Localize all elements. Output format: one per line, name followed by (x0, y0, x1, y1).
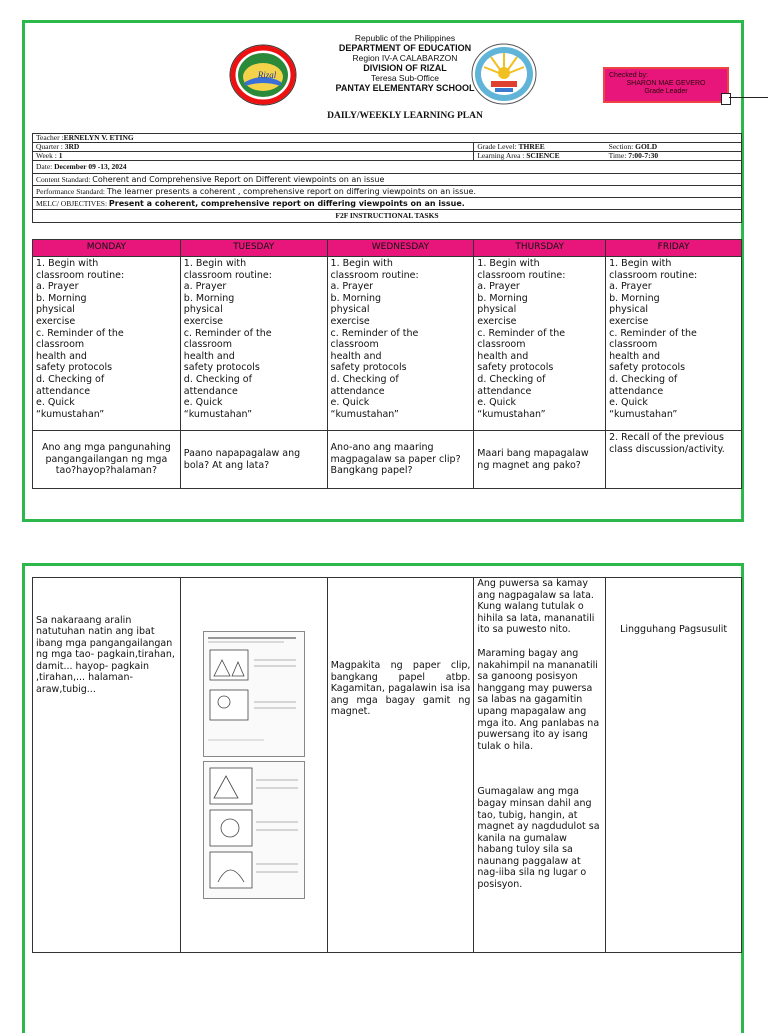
activity-wednesday: Magpakita ng paper clip, bangkang papel atbp. Kagamitan, pagalawin isa isa ang mga bagay gamit ng magnet. (327, 578, 474, 953)
republic-line: Republic of the Philippines (354, 33, 456, 43)
day-header-thursday: THURSDAY (474, 240, 606, 257)
question-friday: 2. Recall of the previous class discussion/activity. (606, 431, 742, 489)
routine-line: safety protocols (330, 362, 407, 374)
routine-line: a. Prayer (183, 281, 227, 293)
teacher-value: ERNELYN V. ETING (63, 133, 134, 142)
routine-line: exercise (609, 315, 649, 327)
question-tuesday: Paano napapagalaw ang bola? At ang lata? (180, 431, 327, 489)
routine-line: b. Morning (183, 292, 235, 304)
routine-cell-thursday (474, 257, 606, 431)
routine-line: a. Prayer (36, 281, 79, 293)
routine-line: 1. Begin with (183, 258, 247, 269)
routine-cell-monday (33, 257, 181, 431)
pointer-box (721, 93, 731, 105)
grade-cell: Grade Level: THREE (474, 143, 606, 152)
day-header-wednesday: WEDNESDAY (327, 240, 474, 257)
worksheet-image-icon (203, 631, 305, 757)
routine-line: 1. Begin with (477, 258, 540, 269)
routine-line: “kumustahan” (36, 408, 105, 420)
worksheet-tuesday (180, 578, 327, 953)
page-2 (22, 563, 744, 1033)
question-row (33, 431, 742, 489)
content-standard-row: Content Standard: Coherent and Comprehensive Report on Different viewpoints on an issue (33, 174, 742, 186)
routine-line: d. Checking of (609, 373, 678, 385)
routine-line: classroom routine: (477, 269, 566, 281)
day-header-friday: FRIDAY (606, 240, 742, 257)
routine-line: “kumustahan” (477, 408, 546, 420)
melc-row: MELC/ OBJECTIVES: Present a coherent, comprehensive report on differing viewpoints on an issue. (33, 198, 742, 210)
routine-line: d. Checking of (477, 373, 546, 385)
routine-line: attendance (477, 385, 532, 397)
tasks-heading: F2F INSTRUCTIONAL TASKS (33, 210, 742, 223)
routine-line: attendance (36, 385, 91, 397)
routine-line: safety protocols (609, 362, 686, 374)
routine-line: b. Morning (609, 292, 660, 304)
routine-line: classroom routine: (330, 269, 419, 281)
routine-line: classroom (477, 339, 526, 351)
routine-line: “kumustahan” (609, 408, 678, 420)
page-title: DAILY/WEEKLY LEARNING PLAN (327, 111, 483, 121)
routine-line: physical (330, 304, 370, 316)
routine-line: b. Morning (330, 292, 382, 304)
routine-line: physical (477, 304, 517, 316)
routine-line: health and (330, 350, 382, 362)
routine-line: attendance (330, 385, 385, 397)
worksheet-image-icon (203, 761, 305, 899)
routine-line: a. Prayer (477, 281, 520, 293)
routine-line: d. Checking of (330, 373, 399, 385)
routine-cell-friday (606, 257, 742, 431)
pointer-line (729, 97, 768, 98)
info-table (32, 133, 742, 223)
region-line: Region IV-A CALABARZON (352, 53, 458, 63)
routine-line: c. Reminder of the (330, 327, 419, 339)
routine-line: safety protocols (477, 362, 554, 374)
page-1 (22, 20, 744, 522)
question-thursday: Maari bang mapagalaw ng magnet ang pako? (474, 431, 606, 489)
discussion-thursday (474, 578, 606, 953)
date-row: Date: December 09 -13, 2024 (33, 161, 742, 174)
routine-line: classroom (330, 339, 379, 351)
routine-row (33, 257, 742, 431)
routine-line: 1. Begin with (609, 258, 672, 269)
routine-line: a. Prayer (609, 281, 652, 293)
day-header-monday: MONDAY (33, 240, 181, 257)
routine-line: e. Quick (330, 397, 370, 409)
routine-line: 1. Begin with (36, 258, 99, 269)
svg-text:Rizal: Rizal (257, 70, 277, 80)
routine-cell-tuesday (180, 257, 327, 431)
routine-line: classroom routine: (36, 269, 125, 281)
routine-line: c. Reminder of the (36, 327, 124, 339)
assessment-friday: Lingguhang Pagsusulit (606, 578, 742, 953)
discussion-paragraph-2: Maraming bagay ang nakahimpil na mananatili sa ganoong posisyon hanggang may puwersa sa labas na gagamitin upang mapagalaw ang mga ito. Ang panlabas na puwersang ito ay isang tulak o hila. (477, 647, 600, 752)
routine-line: e. Quick (477, 397, 517, 409)
routine-line: d. Checking of (36, 373, 105, 385)
routine-line: safety protocols (36, 362, 113, 374)
checked-by-role: Grade Leader (644, 88, 688, 95)
routine-line: c. Reminder of the (477, 327, 566, 339)
routine-line: health and (609, 350, 661, 362)
quarter-cell: Quarter : 3RD (33, 143, 474, 152)
routine-line: e. Quick (609, 397, 648, 409)
section-cell: Section: GOLD (606, 143, 742, 152)
plan-table-continued (32, 577, 742, 953)
routine-line: exercise (477, 315, 517, 327)
routine-line: exercise (330, 315, 370, 327)
routine-line: e. Quick (183, 397, 223, 409)
checked-by-name: SHARON MAE GEVERO (626, 80, 706, 87)
division-line: DIVISION OF RIZAL (363, 63, 447, 73)
time-cell: Time: 7:00-7:30 (606, 152, 742, 161)
day-header-tuesday: TUESDAY (180, 240, 327, 257)
routine-line: classroom (609, 339, 658, 351)
school-line: PANTAY ELEMENTARY SCHOOL (335, 83, 475, 93)
routine-line: safety protocols (183, 362, 260, 374)
routine-line: c. Reminder of the (609, 327, 697, 339)
review-monday: Sa nakaraang aralin natutuhan natin ang ibat ibang mga pangangailangan ng mga tao- pagkain,tirahan, damit... hayop- pagkain ,tirahan,... halaman- araw,tubig... (33, 578, 181, 953)
routine-line: health and (36, 350, 87, 362)
routine-line: exercise (183, 315, 224, 327)
routine-line: classroom routine: (609, 269, 698, 281)
routine-line: physical (36, 304, 75, 316)
routine-line: classroom (36, 339, 85, 351)
routine-line: health and (477, 350, 529, 362)
checked-by-box (603, 67, 729, 103)
question-monday: Ano ang mga pangunahing pangangailangan ng mga tao?hayop?halaman? (33, 431, 181, 489)
routine-line: physical (183, 304, 223, 316)
performance-standard-row: Performance Standard: The learner presents a coherent , comprehensive report on differing viewpoints on an issue. (33, 186, 742, 198)
checked-by-label: Checked by: (609, 72, 648, 79)
department-line: DEPARTMENT OF EDUCATION (338, 43, 472, 53)
teacher-row: Teacher :ERNELYN V. ETING (33, 134, 742, 143)
routine-line: c. Reminder of the (183, 327, 272, 339)
routine-line: “kumustahan” (183, 408, 252, 420)
routine-cell-wednesday (327, 257, 474, 431)
area-cell: Learning Area : SCIENCE (474, 152, 606, 161)
routine-line: health and (183, 350, 235, 362)
week-cell: Week : 1 (33, 152, 474, 161)
discussion-paragraph-1: Ang puwersa sa kamay ang nagpagalaw sa lata. Kung walang tutulak o hihila sa lata, mananatili ito sa puwesto nito. (477, 578, 595, 636)
discussion-paragraph-3: Gumagalaw ang mga bagay minsan dahil ang tao, tubig, hangin, at magnet ay nagdudulot sa kanila na gumalaw habang tuloy sila sa naunang paggalaw at nag-iiba sila ng lugar o posisyon. (477, 786, 600, 891)
routine-line: e. Quick (36, 397, 75, 409)
routine-line: attendance (609, 385, 664, 397)
routine-line: classroom (183, 339, 232, 351)
routine-line: a. Prayer (330, 281, 374, 293)
routine-line: exercise (36, 315, 76, 327)
routine-line: b. Morning (36, 292, 87, 304)
question-wednesday: Ano-ano ang maaring magpagalaw sa paper clip? Bangkang papel? (327, 431, 474, 489)
plan-table (32, 239, 742, 489)
routine-line: physical (609, 304, 649, 316)
school-seal-icon (471, 43, 537, 105)
routine-line: b. Morning (477, 292, 528, 304)
routine-line: “kumustahan” (330, 408, 399, 420)
routine-line: attendance (183, 385, 238, 397)
sub-office-line: Teresa Sub-Office (371, 73, 439, 83)
routine-line: d. Checking of (183, 373, 252, 385)
routine-line: 1. Begin with (330, 258, 393, 269)
routine-line: classroom routine: (183, 269, 272, 281)
